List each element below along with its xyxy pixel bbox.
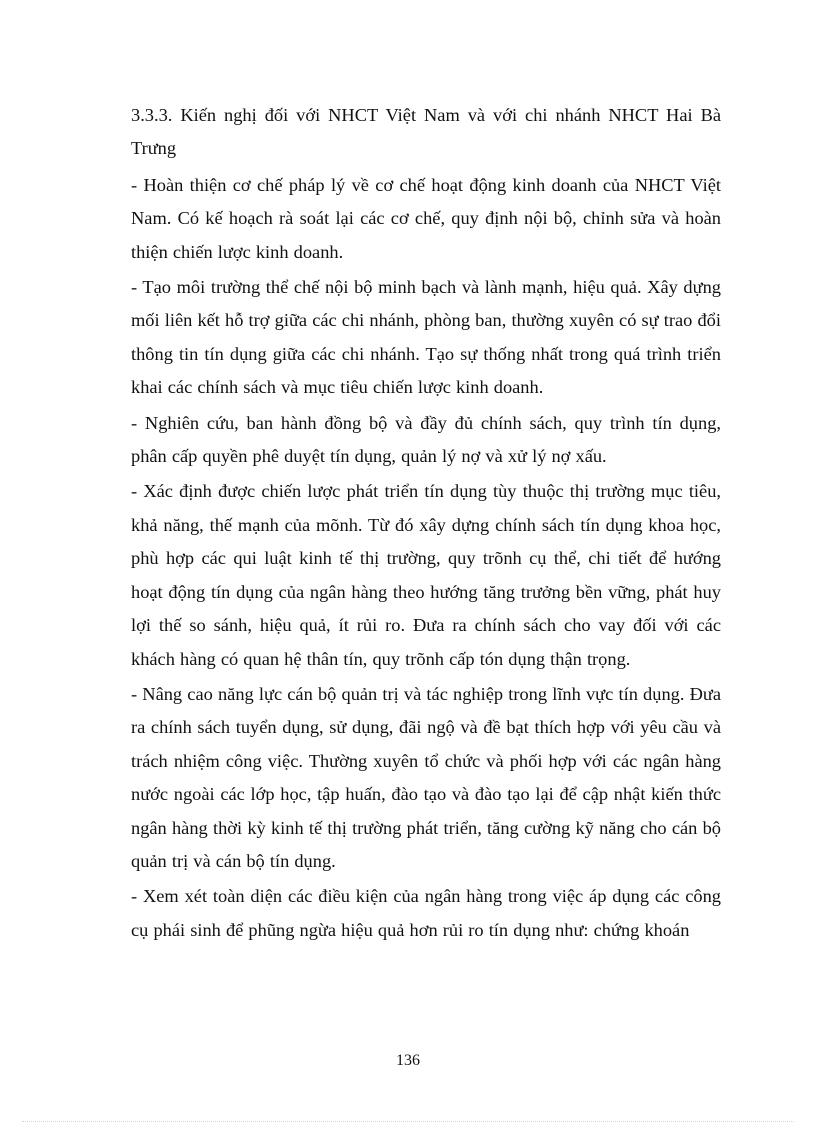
- paragraph: - Tạo môi trường thể chế nội bộ minh bạch và lành mạnh, hiệu quả. Xây dựng mối liên kết hỗ trợ giữa các chi nhánh, phòng ban, thường xuyên có sự trao đổi thông tin tín dụng giữa các chi nhánh. Tạo sự thống nhất trong quá trình triển khai các chính sách và mục tiêu chiến lược kinh doanh.: [131, 277, 721, 398]
- page-number: 136: [396, 1052, 420, 1069]
- page-body: [131, 99, 721, 949]
- paragraph: - Xem xét toàn diện các điều kiện của ngân hàng trong việc áp dụng các công cụ phái sinh để phũng ngừa hiệu quả hơn rủi ro tín dụng như: chứng khoán: [131, 886, 721, 940]
- paragraph: - Nghiên cứu, ban hành đồng bộ và đầy đủ chính sách, quy trình tín dụng, phân cấp quyền phê duyệt tín dụng, quản lý nợ và xử lý nợ xấu.: [131, 412, 721, 467]
- section-heading: 3.3.3. Kiến nghị đối với NHCT Việt Nam và với chi nhánh NHCT Hai Bà Trưng: [131, 105, 721, 159]
- paragraph: - Hoàn thiện cơ chế pháp lý về cơ chế hoạt động kinh doanh của NHCT Việt Nam. Có kế hoạch rà soát lại các cơ chế, quy định nội bộ, chỉnh sửa và hoàn thiện chiến lược kinh doanh.: [131, 174, 721, 262]
- paragraph: - Xác định được chiến lược phát triển tín dụng tùy thuộc thị trường mục tiêu, khả năng, thế mạnh của mõnh. Từ đó xây dựng chính sách tín dụng khoa học, phù hợp các qui luật kinh tế thị trường, quy trõnh cụ thể, chi tiết để hướng hoạt động tín dụng của ngân hàng theo hướng tăng trưởng bền vững, phát huy lợi thế so sánh, hiệu quả, ít rủi ro. Đưa ra chính sách cho vay đối với các khách hàng có quan hệ thân tín, quy trõnh cấp tón dụng thận trọng.: [131, 481, 721, 669]
- paragraph: - Nâng cao năng lực cán bộ quản trị và tác nghiệp trong lĩnh vực tín dụng. Đưa ra chính sách tuyển dụng, sử dụng, đãi ngộ và đề bạt thích hợp với yêu cầu và trách nhiệm công việc. Thường xuyên tổ chức và phối hợp với các ngân hàng nước ngoài các lớp học, tập huấn, đào tạo và đào tạo lại để cập nhật kiến thức ngân hàng thời kỳ kinh tế thị trường phát triển, tăng cường kỹ năng cho cán bộ quản trị và cán bộ tín dụng.: [131, 683, 721, 871]
- page-bottom-divider: [22, 1121, 794, 1122]
